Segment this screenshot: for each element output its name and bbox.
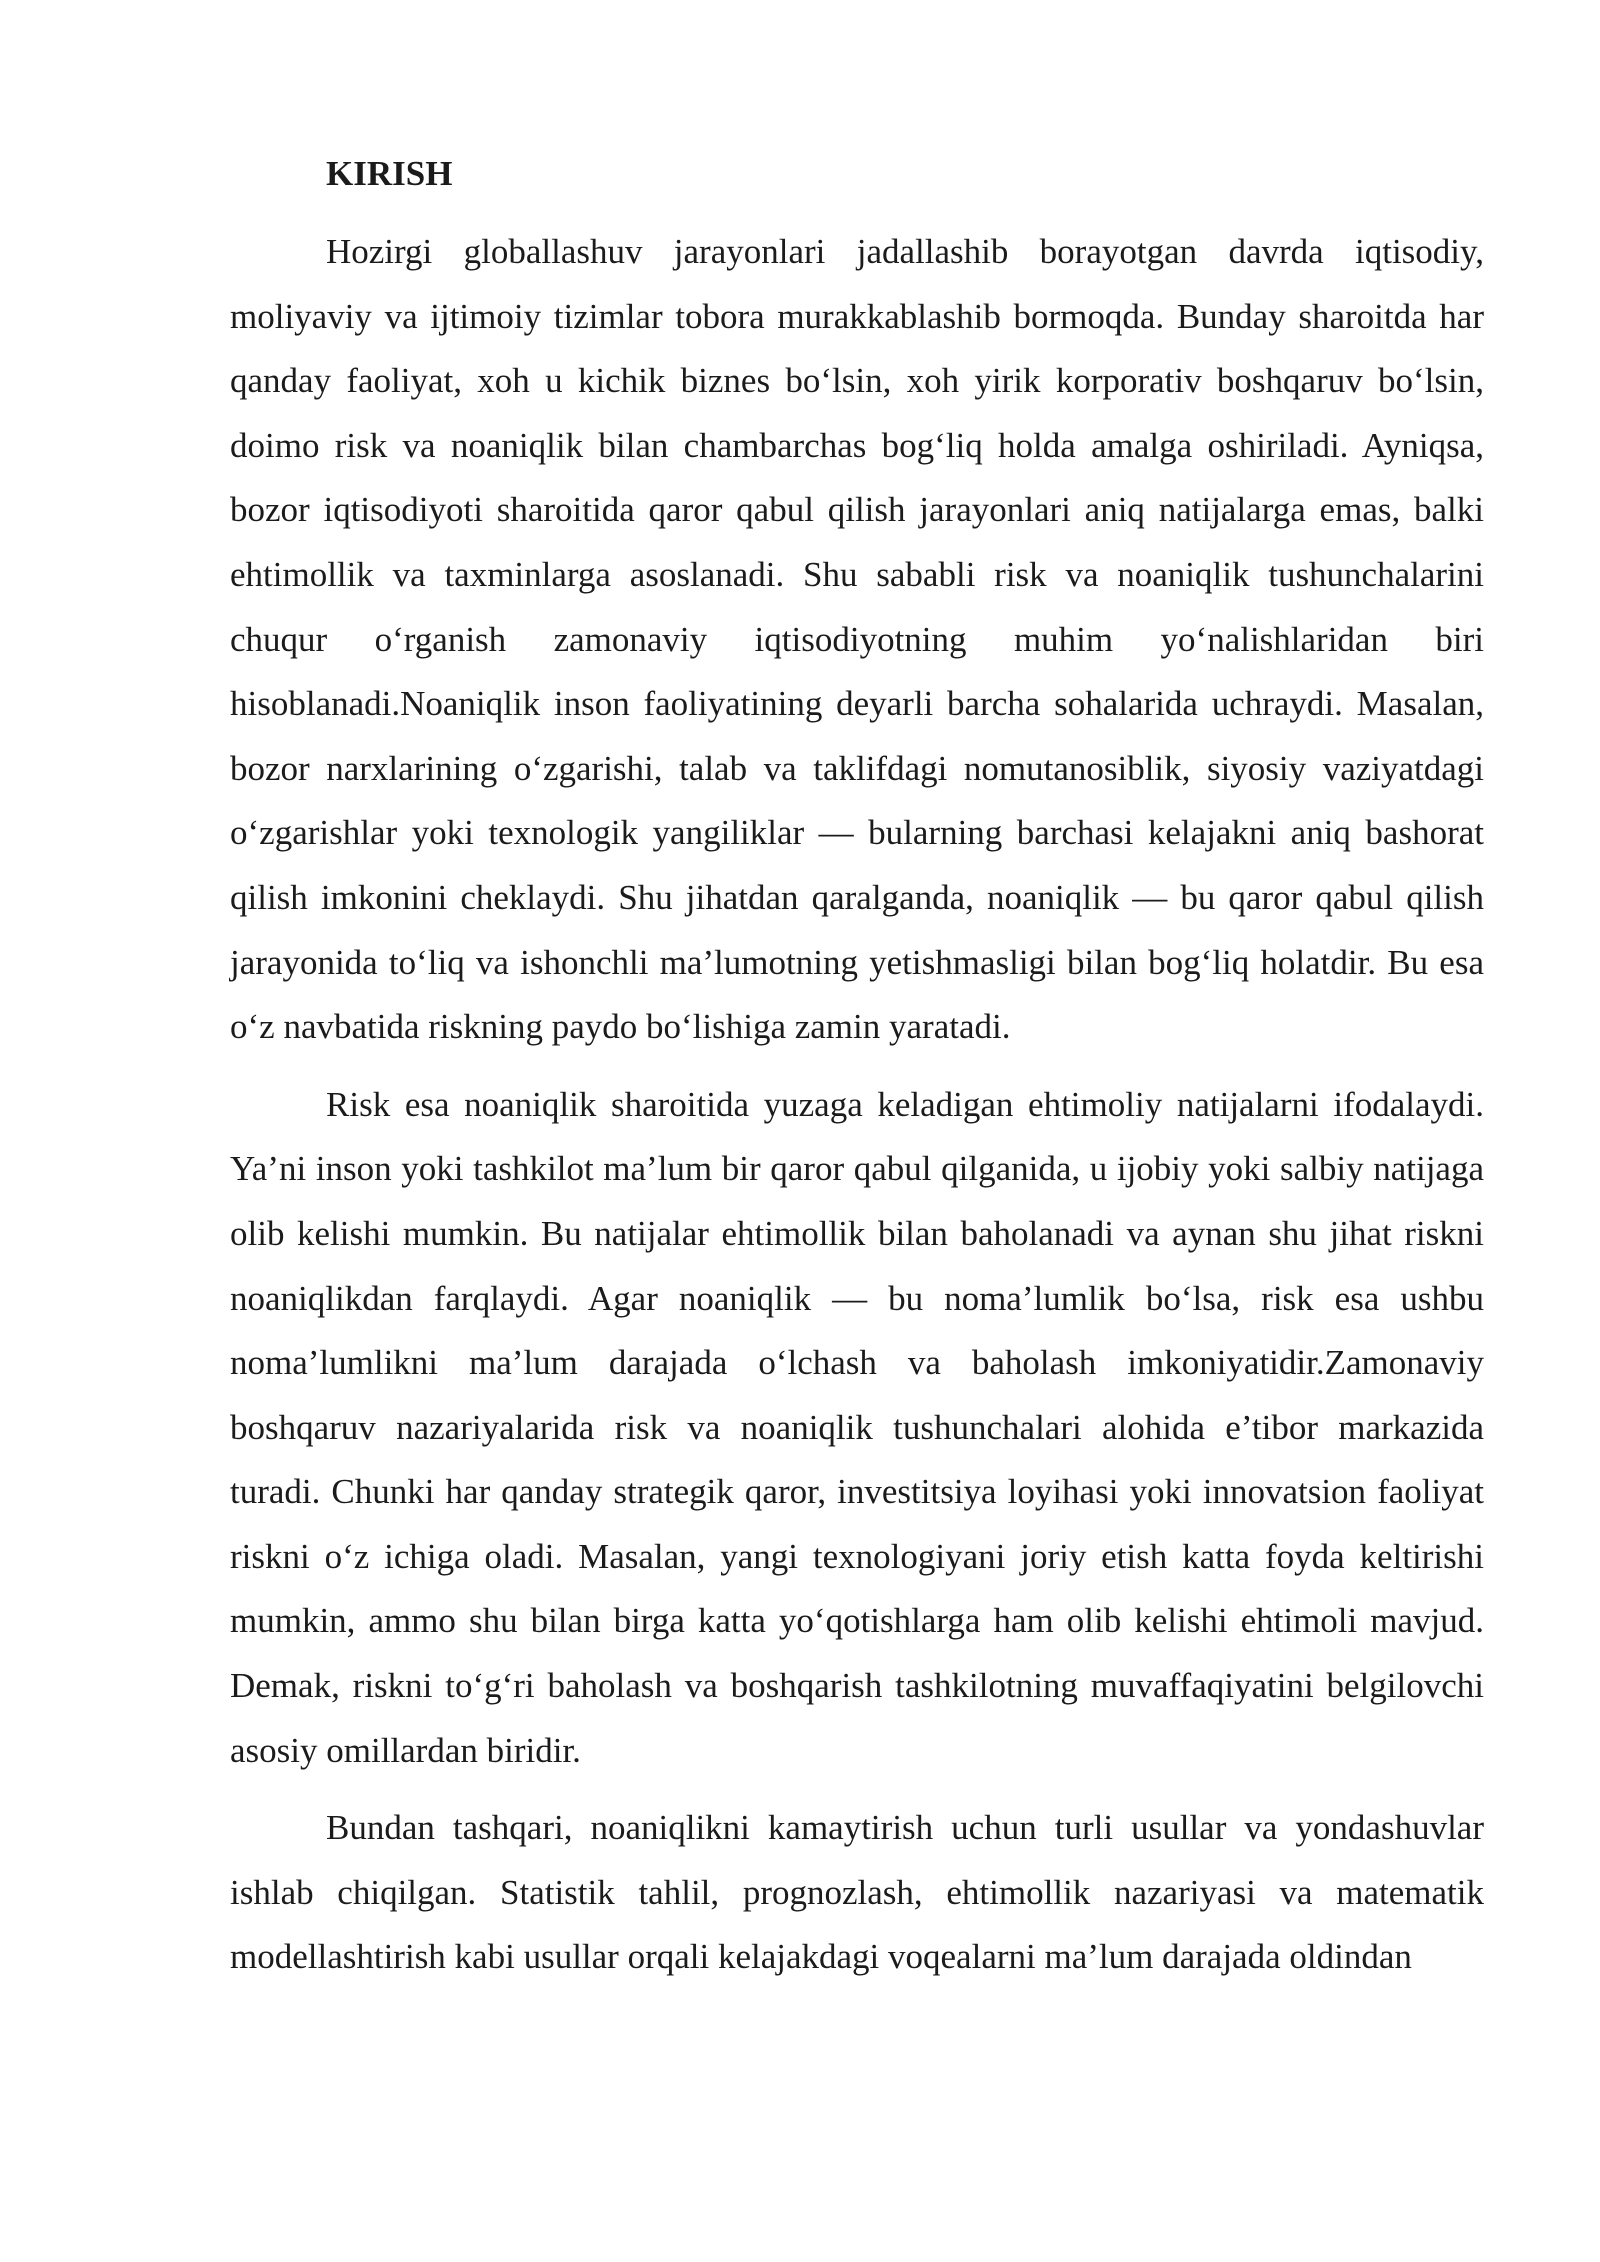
page-body [230, 150, 1484, 2003]
paragraph-1: Hozirgi globallashuv jarayonlari jadallashib borayotgan davrda iqtisodiy, moliyaviy va ijtimoiy tizimlar tobora murakkablashib bormoqda. Bunday sharoitda har qanday faoliyat, xoh u kichik biznes bo‘lsin, xoh yirik korporativ boshqaruv bo‘lsin, doimo risk va noaniqlik bilan chambarchas bog‘liq holda amalga oshiriladi. Ayniqsa, bozor iqtisodiyoti sharoitida qaror qabul qilish jarayonlari aniq natijalarga emas, balki ehtimollik va taxminlarga asoslanadi. Shu sababli risk va noaniqlik tushunchalarini chuqur o‘rganish zamonaviy iqtisodiyotning muhim yo‘nalishlaridan biri hisoblanadi.Noaniqlik inson faoliyatining deyarli barcha sohalarida uchraydi. Masalan, bozor narxlarining o‘zgarishi, talab va taklifdagi nomutanosiblik, siyosiy vaziyatdagi o‘zgarishlar yoki texnologik yangiliklar — bularning barchasi kelajakni aniq bashorat qilish imkonini cheklaydi. Shu jihatdan qaralganda, noaniqlik — bu qaror qabul qilish jarayonida to‘liq va ishonchli ma’lumotning yetishmasligi bilan bog‘liq holatdir. Bu esa o‘z navbatida riskning paydo bo‘lishiga zamin yaratadi. [230, 232, 1484, 1047]
paragraph-3: Bundan tashqari, noaniqlikni kamaytirish uchun turli usullar va yondashuvlar ishlab chiqilgan. Statistik tahlil, prognozlash, ehtimollik nazariyasi va matematik modellashtirish kabi usullar orqali kelajakdagi voqealarni ma’lum darajada oldindan [230, 1808, 1484, 1977]
paragraph-2: Risk esa noaniqlik sharoitida yuzaga keladigan ehtimoliy natijalarni ifodalaydi. Ya’ni inson yoki tashkilot ma’lum bir qaror qabul qilganida, u ijobiy yoki salbiy natijaga olib kelishi mumkin. Bu natijalar ehtimollik bilan baholanadi va aynan shu jihat riskni noaniqlikdan farqlaydi. Agar noaniqlik — bu noma’lumlik bo‘lsa, risk esa ushbu noma’lumlikni ma’lum darajada o‘lchash va baholash imkoniyatidir.Zamonaviy boshqaruv nazariyalarida risk va noaniqlik tushunchalari alohida e’tibor markazida turadi. Chunki har qanday strategik qaror, investitsiya loyihasi yoki innovatsion faoliyat riskni o‘z ichiga oladi. Masalan, yangi texnologiyani joriy etish katta foyda keltirishi mumkin, ammo shu bilan birga katta yo‘qotishlarga ham olib kelishi ehtimoli mavjud. Demak, riskni to‘g‘ri baholash va boshqarish tashkilotning muvaffaqiyatini belgilovchi asosiy omillardan biridir. [230, 1084, 1484, 1770]
section-heading: KIRISH [326, 154, 453, 193]
